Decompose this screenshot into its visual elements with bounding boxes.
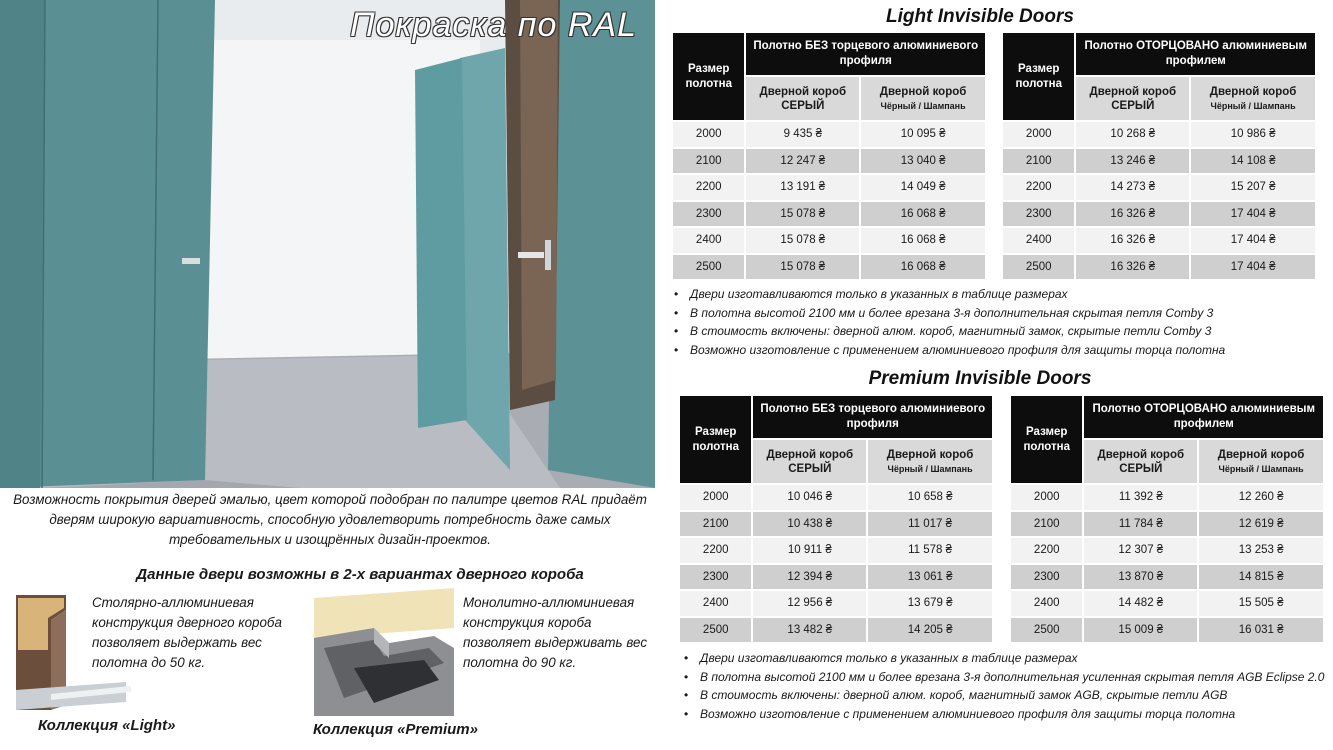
price-grey-cell: 15 078 ₴: [746, 202, 859, 227]
no-profile-header: Полотно БЕЗ торцевого алюминиевого профиля: [746, 33, 985, 75]
premium-table-with-profile: [1009, 394, 1325, 644]
size-cell: 2500: [1003, 255, 1074, 280]
frame-grey-header: Дверной короб СЕРЫЙ: [1084, 440, 1197, 483]
table-row: [673, 122, 985, 147]
hero-title: Покраска по RAL: [349, 6, 637, 44]
note-item: • В стоимость включены: дверной алюм. короб, магнитный замок, скрытые петли Comby 3: [670, 322, 1330, 341]
table-row: [1003, 175, 1315, 200]
size-cell: 2000: [680, 485, 751, 510]
with-profile-header: Полотно ОТОРЦОВАНО алюминиевым профилем: [1084, 396, 1323, 438]
price-grey-cell: 11 784 ₴: [1084, 512, 1197, 537]
table-row: [1003, 122, 1315, 147]
price-black-cell: 14 108 ₴: [1191, 149, 1315, 174]
no-profile-header: Полотно БЕЗ торцевого алюминиевого профиля: [753, 396, 992, 438]
size-cell: 2500: [680, 618, 751, 643]
note-item: • Двери изготавливаются только в указанных в таблице размерах: [670, 285, 1330, 304]
price-grey-cell: 10 438 ₴: [753, 512, 866, 537]
price-grey-cell: 15 009 ₴: [1084, 618, 1197, 643]
price-grey-cell: 9 435 ₴: [746, 122, 859, 147]
table-row: [1011, 512, 1323, 537]
size-cell: 2200: [680, 538, 751, 563]
price-grey-cell: 10 046 ₴: [753, 485, 866, 510]
size-cell: 2100: [680, 512, 751, 537]
size-cell: 2300: [673, 202, 744, 227]
table-row: [1003, 149, 1315, 174]
with-profile-header: Полотно ОТОРЦОВАНО алюминиевым профилем: [1076, 33, 1315, 75]
table-row: [673, 228, 985, 253]
variant-description-light: Столярно-аллюминиевая конструкция дверного короба позволяет выдержать вес полотна до 50 кг.: [92, 595, 282, 670]
premium-section-title: Premium Invisible Doors: [868, 368, 1092, 389]
size-cell: 2000: [1003, 122, 1074, 147]
frame-black-header: Дверной короб Чёрный / Шампань: [868, 440, 992, 483]
size-cell: 2400: [673, 228, 744, 253]
price-black-cell: 16 068 ₴: [861, 255, 985, 280]
frame-grey-header: Дверной короб СЕРЫЙ: [1076, 77, 1189, 120]
price-grey-cell: 16 326 ₴: [1076, 228, 1189, 253]
size-header: Размер полотна: [1011, 396, 1082, 483]
price-grey-cell: 13 191 ₴: [746, 175, 859, 200]
variants-title: Данные двери возможны в 2-х вариантах дверного короба: [136, 566, 584, 583]
light-notes: [670, 285, 1330, 359]
premium-notes: [680, 649, 1330, 723]
left-column: [0, 0, 655, 750]
note-item: • Возможно изготовление с применением алюминиевого профиля для защиты торца полотна: [670, 341, 1330, 360]
size-cell: 2400: [1003, 228, 1074, 253]
price-grey-cell: 12 956 ₴: [753, 591, 866, 616]
premium-table-no-profile: [678, 394, 994, 644]
size-cell: 2000: [1011, 485, 1082, 510]
price-grey-cell: 12 394 ₴: [753, 565, 866, 590]
light-table-no-profile: [671, 31, 987, 281]
note-item: • В полотна высотой 2100 мм и более врезана 3-я дополнительная скрытая петля Comby 3: [670, 304, 1330, 323]
light-section-title: Light Invisible Doors: [886, 6, 1074, 27]
price-grey-cell: 10 911 ₴: [753, 538, 866, 563]
table-row: [1011, 618, 1323, 643]
price-grey-cell: 14 482 ₴: [1084, 591, 1197, 616]
price-black-cell: 13 679 ₴: [868, 591, 992, 616]
note-item: • В стоимость включены: дверной алюм. короб, магнитный замок AGB, скрытые петли AGB: [680, 686, 1330, 705]
price-grey-cell: 12 247 ₴: [746, 149, 859, 174]
price-grey-cell: 13 870 ₴: [1084, 565, 1197, 590]
price-black-cell: 14 205 ₴: [868, 618, 992, 643]
size-header: Размер полотна: [680, 396, 751, 483]
size-cell: 2200: [1011, 538, 1082, 563]
frame-black-header: Дверной короб Чёрный / Шампань: [1199, 440, 1323, 483]
price-grey-cell: 15 078 ₴: [746, 228, 859, 253]
frame-black-header: Дверной короб Чёрный / Шампань: [861, 77, 985, 120]
table-row: [680, 565, 992, 590]
size-header: Размер полотна: [673, 33, 744, 120]
table-row: [673, 202, 985, 227]
price-black-cell: 15 505 ₴: [1199, 591, 1323, 616]
frame-black-header: Дверной короб Чёрный / Шампань: [1191, 77, 1315, 120]
door-photo: [0, 0, 655, 488]
price-black-cell: 13 253 ₴: [1199, 538, 1323, 563]
price-grey-cell: 15 078 ₴: [746, 255, 859, 280]
table-row: [673, 175, 985, 200]
size-cell: 2200: [673, 175, 744, 200]
size-cell: 2400: [1011, 591, 1082, 616]
size-cell: 2100: [1003, 149, 1074, 174]
size-cell: 2500: [673, 255, 744, 280]
price-grey-cell: 14 273 ₴: [1076, 175, 1189, 200]
table-row: [673, 149, 985, 174]
size-cell: 2200: [1003, 175, 1074, 200]
price-black-cell: 14 815 ₴: [1199, 565, 1323, 590]
note-item: • Возможно изготовление с применением алюминиевого профиля для защиты торца полотна: [680, 705, 1330, 724]
note-item: • Двери изготавливаются только в указанных в таблице размерах: [680, 649, 1330, 668]
price-grey-cell: 16 326 ₴: [1076, 255, 1189, 280]
size-cell: 2000: [673, 122, 744, 147]
table-row: [673, 255, 985, 280]
price-black-cell: 17 404 ₴: [1191, 202, 1315, 227]
price-black-cell: 17 404 ₴: [1191, 228, 1315, 253]
size-cell: 2100: [673, 149, 744, 174]
table-row: [1011, 538, 1323, 563]
price-grey-cell: 13 482 ₴: [753, 618, 866, 643]
size-cell: 2500: [1011, 618, 1082, 643]
table-row: [1003, 255, 1315, 280]
price-grey-cell: 13 246 ₴: [1076, 149, 1189, 174]
table-row: [680, 538, 992, 563]
price-black-cell: 13 040 ₴: [861, 149, 985, 174]
table-row: [1003, 228, 1315, 253]
table-row: [1011, 591, 1323, 616]
size-cell: 2300: [1011, 565, 1082, 590]
price-black-cell: 11 017 ₴: [868, 512, 992, 537]
table-row: [1003, 202, 1315, 227]
price-black-cell: 10 095 ₴: [861, 122, 985, 147]
note-item: • В полотна высотой 2100 мм и более врезана 3-я дополнительная усиленная скрытая петля AGB Eclipse 2.0: [680, 668, 1330, 687]
size-cell: 2400: [680, 591, 751, 616]
table-row: [680, 485, 992, 510]
table-row: [680, 512, 992, 537]
price-grey-cell: 12 307 ₴: [1084, 538, 1197, 563]
price-black-cell: 13 061 ₴: [868, 565, 992, 590]
frame-grey-header: Дверной короб СЕРЫЙ: [753, 440, 866, 483]
light-table-with-profile: [1001, 31, 1317, 281]
price-black-cell: 12 260 ₴: [1199, 485, 1323, 510]
price-black-cell: 16 068 ₴: [861, 202, 985, 227]
table-row: [680, 591, 992, 616]
monolith-aluminium-frame-image: [314, 588, 454, 716]
price-black-cell: 10 986 ₴: [1191, 122, 1315, 147]
price-black-cell: 10 658 ₴: [868, 485, 992, 510]
price-black-cell: 12 619 ₴: [1199, 512, 1323, 537]
price-black-cell: 16 068 ₴: [861, 228, 985, 253]
collection-premium-label: Коллекция «Premium»: [313, 721, 478, 738]
size-header: Размер полотна: [1003, 33, 1074, 120]
size-cell: 2100: [1011, 512, 1082, 537]
collection-light-label: Коллекция «Light»: [38, 717, 176, 734]
size-cell: 2300: [680, 565, 751, 590]
door-scene-illustration: [0, 0, 655, 488]
frame-grey-header: Дверной короб СЕРЫЙ: [746, 77, 859, 120]
price-grey-cell: 11 392 ₴: [1084, 485, 1197, 510]
price-black-cell: 17 404 ₴: [1191, 255, 1315, 280]
table-row: [1011, 565, 1323, 590]
price-grey-cell: 10 268 ₴: [1076, 122, 1189, 147]
size-cell: 2300: [1003, 202, 1074, 227]
price-black-cell: 15 207 ₴: [1191, 175, 1315, 200]
price-grey-cell: 16 326 ₴: [1076, 202, 1189, 227]
table-row: [1011, 485, 1323, 510]
price-black-cell: 14 049 ₴: [861, 175, 985, 200]
variant-description-premium: Монолитно-аллюминиевая конструкция короба позволяет выдерживать вес полотна до 90 кг.: [463, 595, 648, 670]
price-black-cell: 11 578 ₴: [868, 538, 992, 563]
intro-text: Возможность покрытия дверей эмалью, цвет которой подобран по палитре цветов RAL придаёт дверям широкую вариативность, способную удовлетворить потребность даже самых требовательных и изощрённых дизайн-проектов.: [13, 492, 647, 547]
price-black-cell: 16 031 ₴: [1199, 618, 1323, 643]
table-row: [680, 618, 992, 643]
